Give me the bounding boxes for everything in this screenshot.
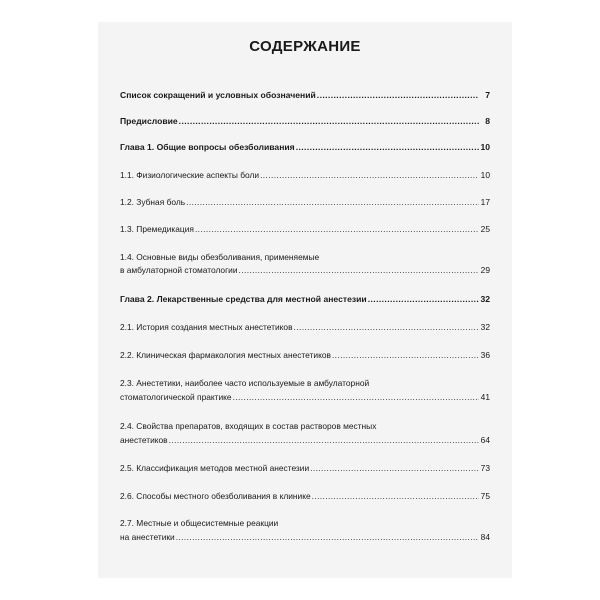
toc-entry-1-4-line1: 1.4. Основные виды обезболивания, применяемые [120,252,320,262]
toc-leader-dots [195,224,479,234]
toc-leader-dots [294,322,479,332]
toc-leader-dots [312,491,479,501]
toc-entry-label: стоматологической практике [120,392,232,402]
toc-entry-page: 75 [480,491,490,501]
toc-entry-label: 2.6. Способы местного обезболивания в клинике [120,491,311,501]
toc-entry-page: 7 [485,90,490,100]
toc-entry-page: 25 [480,224,490,234]
toc-entry-1-3 [120,224,490,234]
toc-entry-2-3-line1: 2.3. Анестетики, наиболее часто используемые в амбулаторной [120,378,370,388]
toc-leader-dots [186,197,479,207]
toc-entry-2-4 [120,435,490,445]
toc-entry-2-6 [120,491,490,501]
toc-entry-page: 32 [480,322,490,332]
toc-entry-label: 2.5. Классификация методов местной анестезии [120,463,310,473]
toc-entry-page: 17 [480,197,490,207]
toc-entry-abbreviations [120,90,490,100]
toc-entry-2-7 [120,532,490,542]
toc-leader-dots [179,116,479,126]
toc-leader-dots [368,294,479,304]
toc-leader-dots [260,170,479,180]
toc-leader-dots [239,265,479,275]
toc-entry-2-3 [120,392,490,402]
toc-entry-page: 64 [480,435,490,445]
toc-entry-page: 10 [480,170,490,180]
toc-entry-label: 1.2. Зубная боль [120,197,186,207]
toc-entry-label: Предисловие [120,116,178,126]
toc-entry-chapter-1 [120,142,490,152]
toc-entry-1-4 [120,265,490,275]
toc-entry-label: в амбулаторной стоматологии [120,265,238,275]
toc-entry-label: анестетиков [120,435,168,445]
toc-entry-page: 73 [480,463,490,473]
toc-entry-2-2 [120,350,490,360]
toc-entry-2-1 [120,322,490,332]
toc-entry-preface [120,116,490,126]
toc-entry-2-7-line1: 2.7. Местные и общесистемные реакции [120,518,279,528]
toc-entry-1-1 [120,170,490,180]
toc-leader-dots [176,532,479,542]
toc-leader-dots [332,350,479,360]
toc-entry-page: 32 [480,294,490,304]
toc-entry-2-4-line1: 2.4. Свойства препаратов, входящих в состав растворов местных [120,421,377,431]
toc-entry-label: 1.1. Физиологические аспекты боли [120,170,260,180]
toc-entry-page: 36 [480,350,490,360]
toc-entry-label: Список сокращений и условных обозначений [120,90,316,100]
toc-entry-1-2 [120,197,490,207]
toc-leader-dots [317,90,479,100]
toc-entry-label: на анестетики [120,532,175,542]
toc-entry-label: Глава 2. Лекарственные средства для местной анестезии [120,294,367,304]
toc-entry-chapter-2 [120,294,490,304]
book-page [98,22,512,578]
toc-entry-page: 10 [480,142,490,152]
toc-entry-page: 84 [480,532,490,542]
toc-entry-label: Глава 1. Общие вопросы обезболивания [120,142,295,152]
toc-entry-label: 2.1. История создания местных анестетиков [120,322,293,332]
toc-entry-2-5 [120,463,490,473]
toc-leader-dots [296,142,479,152]
toc-entry-page: 8 [485,116,490,126]
toc-entry-label: 1.3. Премедикация [120,224,194,234]
toc-entry-page: 29 [480,265,490,275]
toc-entry-label: 2.2. Клиническая фармакология местных анестетиков [120,350,331,360]
toc-leader-dots [233,392,479,402]
toc-entry-page: 41 [480,392,490,402]
toc-leader-dots [169,435,479,445]
page-title: СОДЕРЖАНИЕ [249,38,361,55]
toc-leader-dots [310,463,479,473]
